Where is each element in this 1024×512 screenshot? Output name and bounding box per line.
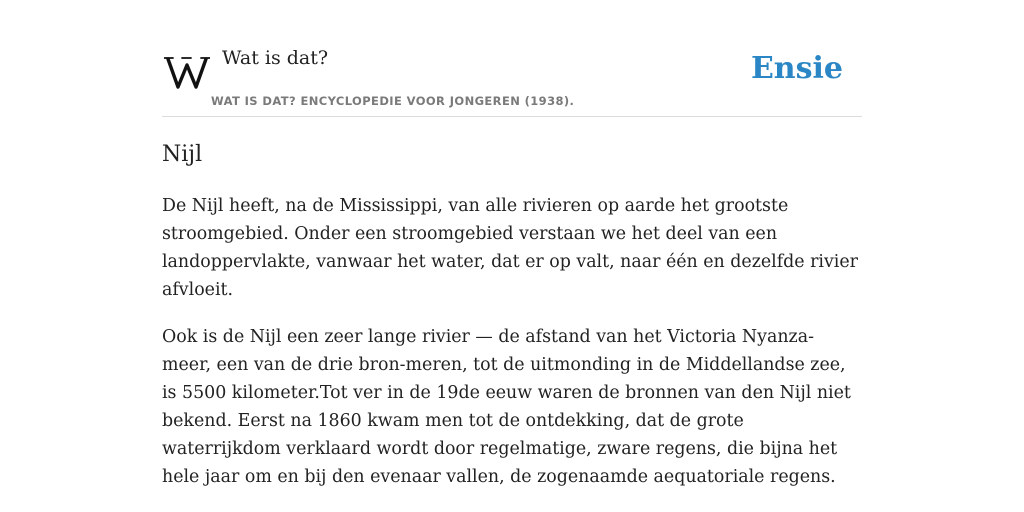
entry-title: Nijl: [162, 142, 203, 167]
wikipedia-w-icon[interactable]: [164, 50, 210, 92]
paragraph: De Nijl heeft, na de Mississippi, van alle rivieren op aarde het grootste stroomgebied. Onder een stroomgebied verstaan we het deel van een landoppervlakte, vanwaar het water, dat er op valt, naar één en dezelfde rivier afvloeit.: [162, 196, 858, 300]
source-subtitle: WAT IS DAT? ENCYCLOPEDIE VOOR JONGEREN (1938).: [211, 94, 575, 108]
brand-logo-link[interactable]: Ensie: [750, 51, 843, 86]
site-title[interactable]: Wat is dat?: [222, 47, 329, 69]
header: [162, 0, 862, 117]
paragraph: Ook is de Nijl een zeer lange rivier — de afstand van het Victoria Nyanza-meer, een van de drie bron-meren, tot de uitmonding in de Middellandse zee, is 5500 kilometer.Tot ver in de 19de eeuw waren de bronnen van den Nijl niet bekend. Eerst na 1860 kwam men tot de ontdekking, dat de grote waterrijkdom verklaard wordt door regelmatige, zware regens, die bijna het hele jaar om en bij den evenaar vallen, de zogenaamde aequatoriale regens.: [162, 327, 851, 487]
page: [162, 0, 862, 512]
article-body: [162, 192, 862, 510]
